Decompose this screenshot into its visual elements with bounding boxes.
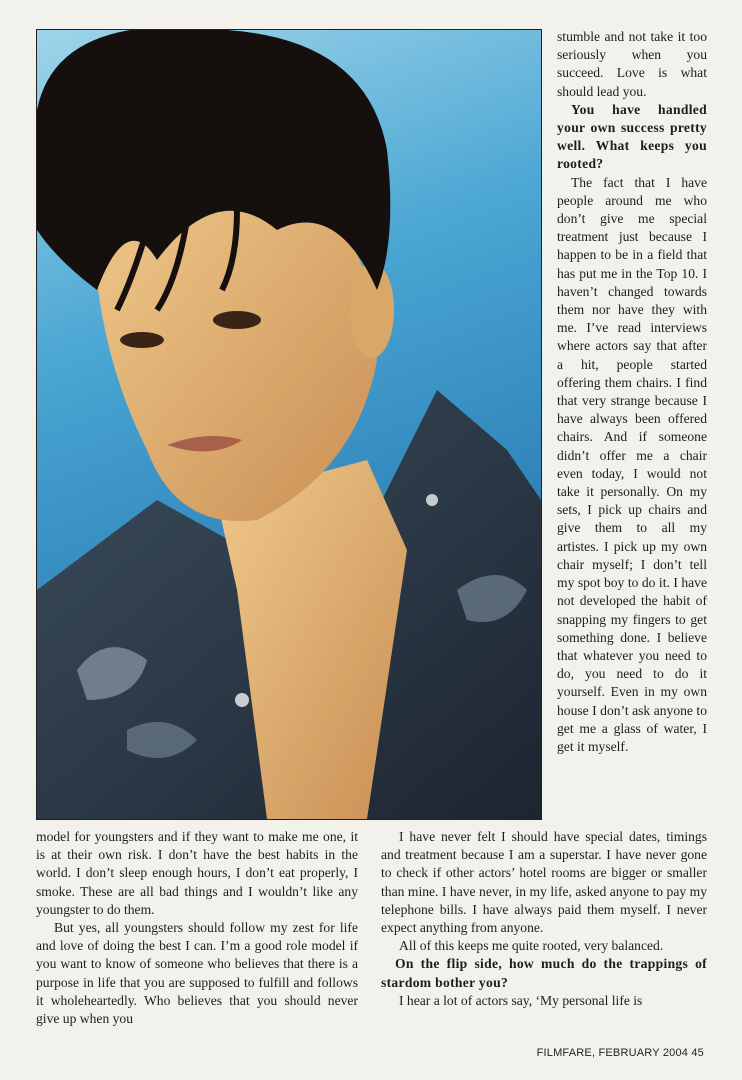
right-column-text <box>557 28 707 756</box>
portrait-photo <box>36 29 542 820</box>
question-stardom: On the flip side, how much do the trappings of stardom bother you? <box>381 956 707 990</box>
page-folio: FILMFARE, FEBRUARY 2004 45 <box>536 1047 704 1059</box>
portrait-illustration <box>37 30 541 819</box>
bottom-right-paragraph-2: All of this keeps me quite rooted, very balanced. <box>399 938 664 954</box>
bottom-right-paragraph-1: I have never felt I should have special dates, timings and treatment because I am a superstar. I have never gone to check if other actors’ hotel rooms are bigger or smaller than mine. I have never, in my life, asked anyone to pay my telephone bills. I have always paid them myself. I never expect anything from anyone. <box>381 829 707 936</box>
bottom-right-paragraph-3: I hear a lot of actors say, ‘My personal life is <box>399 992 643 1008</box>
answer-rooted: The fact that I have people around me who don’t give me special treatment just because I happen to be in a field that has put me in the Top 10. I haven’t changed towards them nor have they with me. I’ve read interviews where actors say that after a hit, people started offering them chairs. I find that very strange because I have always been offered chairs. And if someone didn’t offer me a chair even today, I would not take it personally. On my sets, I pick up chairs and give them to all my artistes. I pick up my own chair myself; I don’t tell my spot boy to do it. I have not developed the habit of snapping my fingers to get something done. I believe that whatever you need to do, you need to do it yourself. Even in my own house I don’t ask anyone to get me a glass of water, I get it myself. <box>557 174 707 754</box>
bottom-left-column-text <box>36 828 358 1028</box>
question-rooted: You have handled your own success pretty well. What keeps you rooted? <box>557 101 707 172</box>
bottom-left-paragraph-2: But yes, all youngsters should follow my zest for life and love of doing the best I can. I’m a good role model if you want to know of someone who believes that there is a purpose in life that you are supposed to fulfill and follows it wholeheartedly. Who believes that you should never give up when you <box>36 920 358 1027</box>
right-paragraph-1: stumble and not take it too seriously when you succeed. Love is what should lead you. <box>557 29 707 99</box>
bottom-right-column-text <box>381 828 707 1010</box>
bottom-left-paragraph-1: model for youngsters and if they want to make me one, it is at their own risk. I don’t have the best habits in the world. I don’t sleep enough hours, I don’t eat properly, I smoke. These are all bad things and I wouldn’t like any youngster to do them. <box>36 829 358 917</box>
